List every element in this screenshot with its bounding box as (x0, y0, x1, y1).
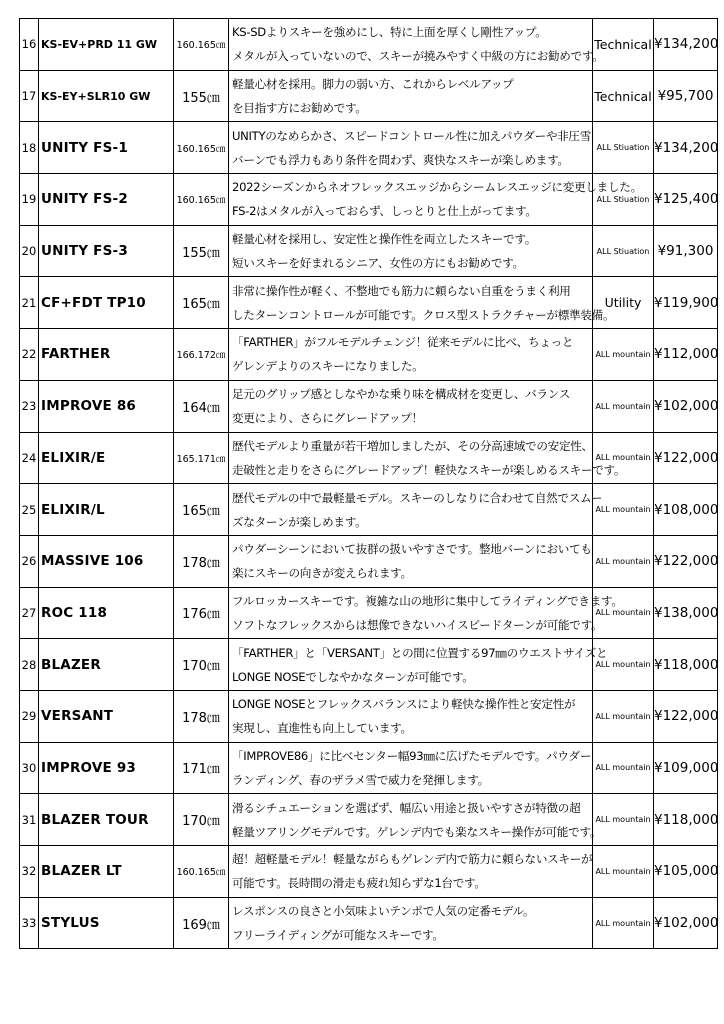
row-number: 17 (20, 70, 39, 122)
description-line: ゲレンデよりのスキーになりました。 (232, 359, 424, 374)
category: ALL mountain (593, 742, 654, 794)
price: ¥122,000 (654, 690, 718, 742)
price: ¥102,000 (654, 897, 718, 949)
description-line: バーンでも浮力もあり条件を問わず、爽快なスキーが楽しめます。 (232, 152, 569, 167)
row-number: 18 (20, 122, 39, 174)
ski-length: 160.165㎝ (174, 19, 229, 71)
price: ¥138,000 (654, 587, 718, 639)
description-line: 非常に操作性が軽く、不整地でも筋力に頼らない自重をうまく利用 (232, 283, 571, 298)
description-line: KS-SDよりスキーを強めにし、特に上面を厚くし剛性アップ。 (232, 25, 547, 40)
description-line: ズなターンが楽しめます。 (232, 514, 367, 529)
category: ALL mountain (593, 380, 654, 432)
model-name: STYLUS (39, 897, 174, 949)
category: ALL mountain (593, 846, 654, 898)
ski-length: 160.165㎝ (174, 122, 229, 174)
description-line: フリーライディングが可能なスキーです。 (232, 928, 444, 943)
description-line: 走破性と走りをさらにグレードアップ！軽快なスキーが楽しめるスキーです。 (232, 462, 626, 477)
description (229, 122, 593, 174)
model-name: ROC 118 (39, 587, 174, 639)
description (229, 380, 593, 432)
price: ¥112,000 (654, 329, 718, 381)
ski-length: 155㎝ (174, 70, 229, 122)
price: ¥118,000 (654, 639, 718, 691)
description-line: ソフトなフレックスからは想像できないハイスピードターンが可能です。 (232, 617, 603, 632)
model-name: IMPROVE 93 (39, 742, 174, 794)
description-line: を目指す方にお勧めです。 (232, 101, 367, 116)
table-row (20, 742, 718, 794)
table-row (20, 122, 718, 174)
ski-length: 164㎝ (174, 380, 229, 432)
description-line: UNITYのなめらかさ、スピードコントロール性に加えパウダーや非圧雪 (232, 128, 592, 143)
description-line: FS-2はメタルが入っておらず、しっとりと仕上がってます。 (232, 204, 537, 219)
model-name: BLAZER (39, 639, 174, 691)
price: ¥102,000 (654, 380, 718, 432)
model-name: ELIXIR/E (39, 432, 174, 484)
model-name: CF+FDT TP10 (39, 277, 174, 329)
ski-length: 170㎝ (174, 794, 229, 846)
category: ALL mountain (593, 432, 654, 484)
category: ALL mountain (593, 639, 654, 691)
description-line: 実現し、直進性も向上しています。 (232, 721, 412, 736)
row-number: 28 (20, 639, 39, 691)
model-name: UNITY FS-2 (39, 174, 174, 226)
description (229, 794, 602, 846)
description-line: ランディング、春のザラメ雪で威力を発揮します。 (232, 772, 489, 787)
price: ¥119,900 (654, 277, 718, 329)
ski-price-table (19, 18, 718, 949)
ski-length: 169㎝ (174, 897, 229, 949)
price: ¥134,200 (654, 19, 718, 71)
description (229, 690, 593, 742)
price: ¥91,300 (654, 225, 718, 277)
model-name: BLAZER LT (39, 846, 174, 898)
table-row (20, 484, 718, 536)
price: ¥122,000 (654, 432, 718, 484)
description (229, 225, 593, 277)
model-name: UNITY FS-1 (39, 122, 174, 174)
row-number: 30 (20, 742, 39, 794)
description-line: 可能です。長時間の滑走も疲れ知らずな1台です。 (232, 876, 486, 891)
row-number: 31 (20, 794, 39, 846)
row-number: 27 (20, 587, 39, 639)
table-row (20, 70, 718, 122)
description-line: 2022シーズンからネオフレックスエッジからシームレスエッジに変更しました。 (232, 180, 642, 195)
description-line: メタルが入っていないので、スキーが撓みやすく中級の方にお勧めです。 (232, 49, 604, 64)
description-line: 歴代モデルより重量が若干増加しましたが、その分高速域での安定性、 (232, 438, 593, 453)
description-line: LONGE NOSEとフレックスバランスにより軽快な操作性と安定性が (232, 697, 576, 712)
description-line: 「FARTHER」がフルモデルチェンジ！従来モデルに比べ、ちょっと (232, 335, 574, 350)
row-number: 24 (20, 432, 39, 484)
model-name: KS-EY+SLR10 GW (39, 70, 174, 122)
price: ¥109,000 (654, 742, 718, 794)
ski-length: 166.172㎝ (174, 329, 229, 381)
description-line: 「FARTHER」と「VERSANT」との間に位置する97㎜のウエストサイズと (232, 645, 608, 660)
description-line: 軽量心材を採用。脚力の弱い方、これからレベルアップ (232, 77, 514, 92)
category: Utility (593, 277, 654, 329)
table-row (20, 846, 718, 898)
row-number: 16 (20, 19, 39, 71)
description-line: 歴代モデルの中で最軽量モデル。スキーのしなりに合わせて自然でスムー (232, 490, 603, 505)
table-row (20, 432, 718, 484)
model-name: KS-EV+PRD 11 GW (39, 19, 174, 71)
row-number: 19 (20, 174, 39, 226)
ski-length: 160.165㎝ (174, 846, 229, 898)
category: ALL Stiuation (593, 174, 654, 226)
description-line: レスポンスの良さと小気味よいテンポで人気の定番モデル。 (232, 904, 535, 919)
category: ALL Stiuation (593, 122, 654, 174)
description-line: 「IMPROVE86」に比べセンター幅93㎜に広げたモデルです。パウダー (232, 748, 592, 763)
ski-length: 176㎝ (174, 587, 229, 639)
row-number: 20 (20, 225, 39, 277)
table-row (20, 690, 718, 742)
table-row (20, 174, 718, 226)
description-line: フルロッカースキーです。複雑な山の地形に集中してライディングできます。 (232, 593, 623, 608)
description (229, 329, 593, 381)
description-line: 変更により、さらにグレードアップ！ (232, 411, 423, 426)
description (229, 70, 593, 122)
model-name: VERSANT (39, 690, 174, 742)
table-body (20, 19, 718, 949)
description-line: 楽にスキーの向きが変えられます。 (232, 566, 412, 581)
table-row (20, 535, 718, 587)
ski-length: 178㎝ (174, 690, 229, 742)
row-number: 29 (20, 690, 39, 742)
ski-length: 160.165㎝ (174, 174, 229, 226)
model-name: UNITY FS-3 (39, 225, 174, 277)
ski-length: 155㎝ (174, 225, 229, 277)
ski-length: 170㎝ (174, 639, 229, 691)
description (229, 19, 604, 71)
model-name: BLAZER TOUR (39, 794, 174, 846)
description-line: 滑るシチュエーションを選ばず、幅広い用途と扱いやすさが特徴の超 (232, 800, 581, 815)
ski-length: 165.171㎝ (174, 432, 229, 484)
table-row (20, 329, 718, 381)
price: ¥108,000 (654, 484, 718, 536)
description (229, 897, 593, 949)
description-line: パウダーシーンにおいて抜群の扱いやすさです。整地バーンにおいても (232, 542, 592, 557)
table-row (20, 794, 718, 846)
price: ¥118,000 (654, 794, 718, 846)
table-row (20, 587, 718, 639)
row-number: 32 (20, 846, 39, 898)
table-row (20, 380, 718, 432)
category: ALL mountain (593, 897, 654, 949)
price: ¥125,400 (654, 174, 718, 226)
ski-length: 165㎝ (174, 277, 229, 329)
description-line: 軽量ツアリングモデルです。ゲレンデ内でも楽なスキー操作が可能です。 (232, 824, 602, 839)
category: Technical (593, 70, 654, 122)
ski-length: 165㎝ (174, 484, 229, 536)
row-number: 22 (20, 329, 39, 381)
description-line: 短いスキーを好まれるシニア、女性の方にもお勧めです。 (232, 256, 524, 271)
row-number: 21 (20, 277, 39, 329)
category: ALL mountain (593, 794, 654, 846)
description (229, 639, 608, 691)
description (229, 846, 593, 898)
price: ¥95,700 (654, 70, 718, 122)
row-number: 26 (20, 535, 39, 587)
description-line: 軽量心材を採用し、安定性と操作性を両立したスキーです。 (232, 232, 537, 247)
description-line: 超！超軽量モデル！軽量ながらもゲレンデ内で筋力に頼らないスキーが (232, 852, 593, 867)
description (229, 277, 615, 329)
model-name: MASSIVE 106 (39, 535, 174, 587)
description-line: LONGE NOSEでしなやかなターンが可能です。 (232, 669, 474, 684)
model-name: ELIXIR/L (39, 484, 174, 536)
table-row (20, 225, 718, 277)
row-number: 25 (20, 484, 39, 536)
category: ALL mountain (593, 535, 654, 587)
model-name: FARTHER (39, 329, 174, 381)
category: ALL mountain (593, 484, 654, 536)
ski-length: 178㎝ (174, 535, 229, 587)
category: ALL mountain (593, 587, 654, 639)
model-name: IMPROVE 86 (39, 380, 174, 432)
price: ¥134,200 (654, 122, 718, 174)
description (229, 484, 603, 536)
table-row (20, 639, 718, 691)
category: Technical (593, 19, 654, 71)
description-line: したターンコントロールが可能です。クロス型ストラクチャーが標準装備。 (232, 307, 615, 322)
row-number: 23 (20, 380, 39, 432)
price: ¥105,000 (654, 846, 718, 898)
category: ALL Stiuation (593, 225, 654, 277)
table-row (20, 19, 718, 71)
ski-length: 171㎝ (174, 742, 229, 794)
description-line: 足元のグリップ感としなやかな乗り味を構成材を変更し、バランス (232, 387, 571, 402)
category: ALL mountain (593, 690, 654, 742)
category: ALL mountain (593, 329, 654, 381)
description (229, 535, 593, 587)
table-row (20, 897, 718, 949)
table-row (20, 277, 718, 329)
description (229, 742, 593, 794)
price: ¥122,000 (654, 535, 718, 587)
row-number: 33 (20, 897, 39, 949)
